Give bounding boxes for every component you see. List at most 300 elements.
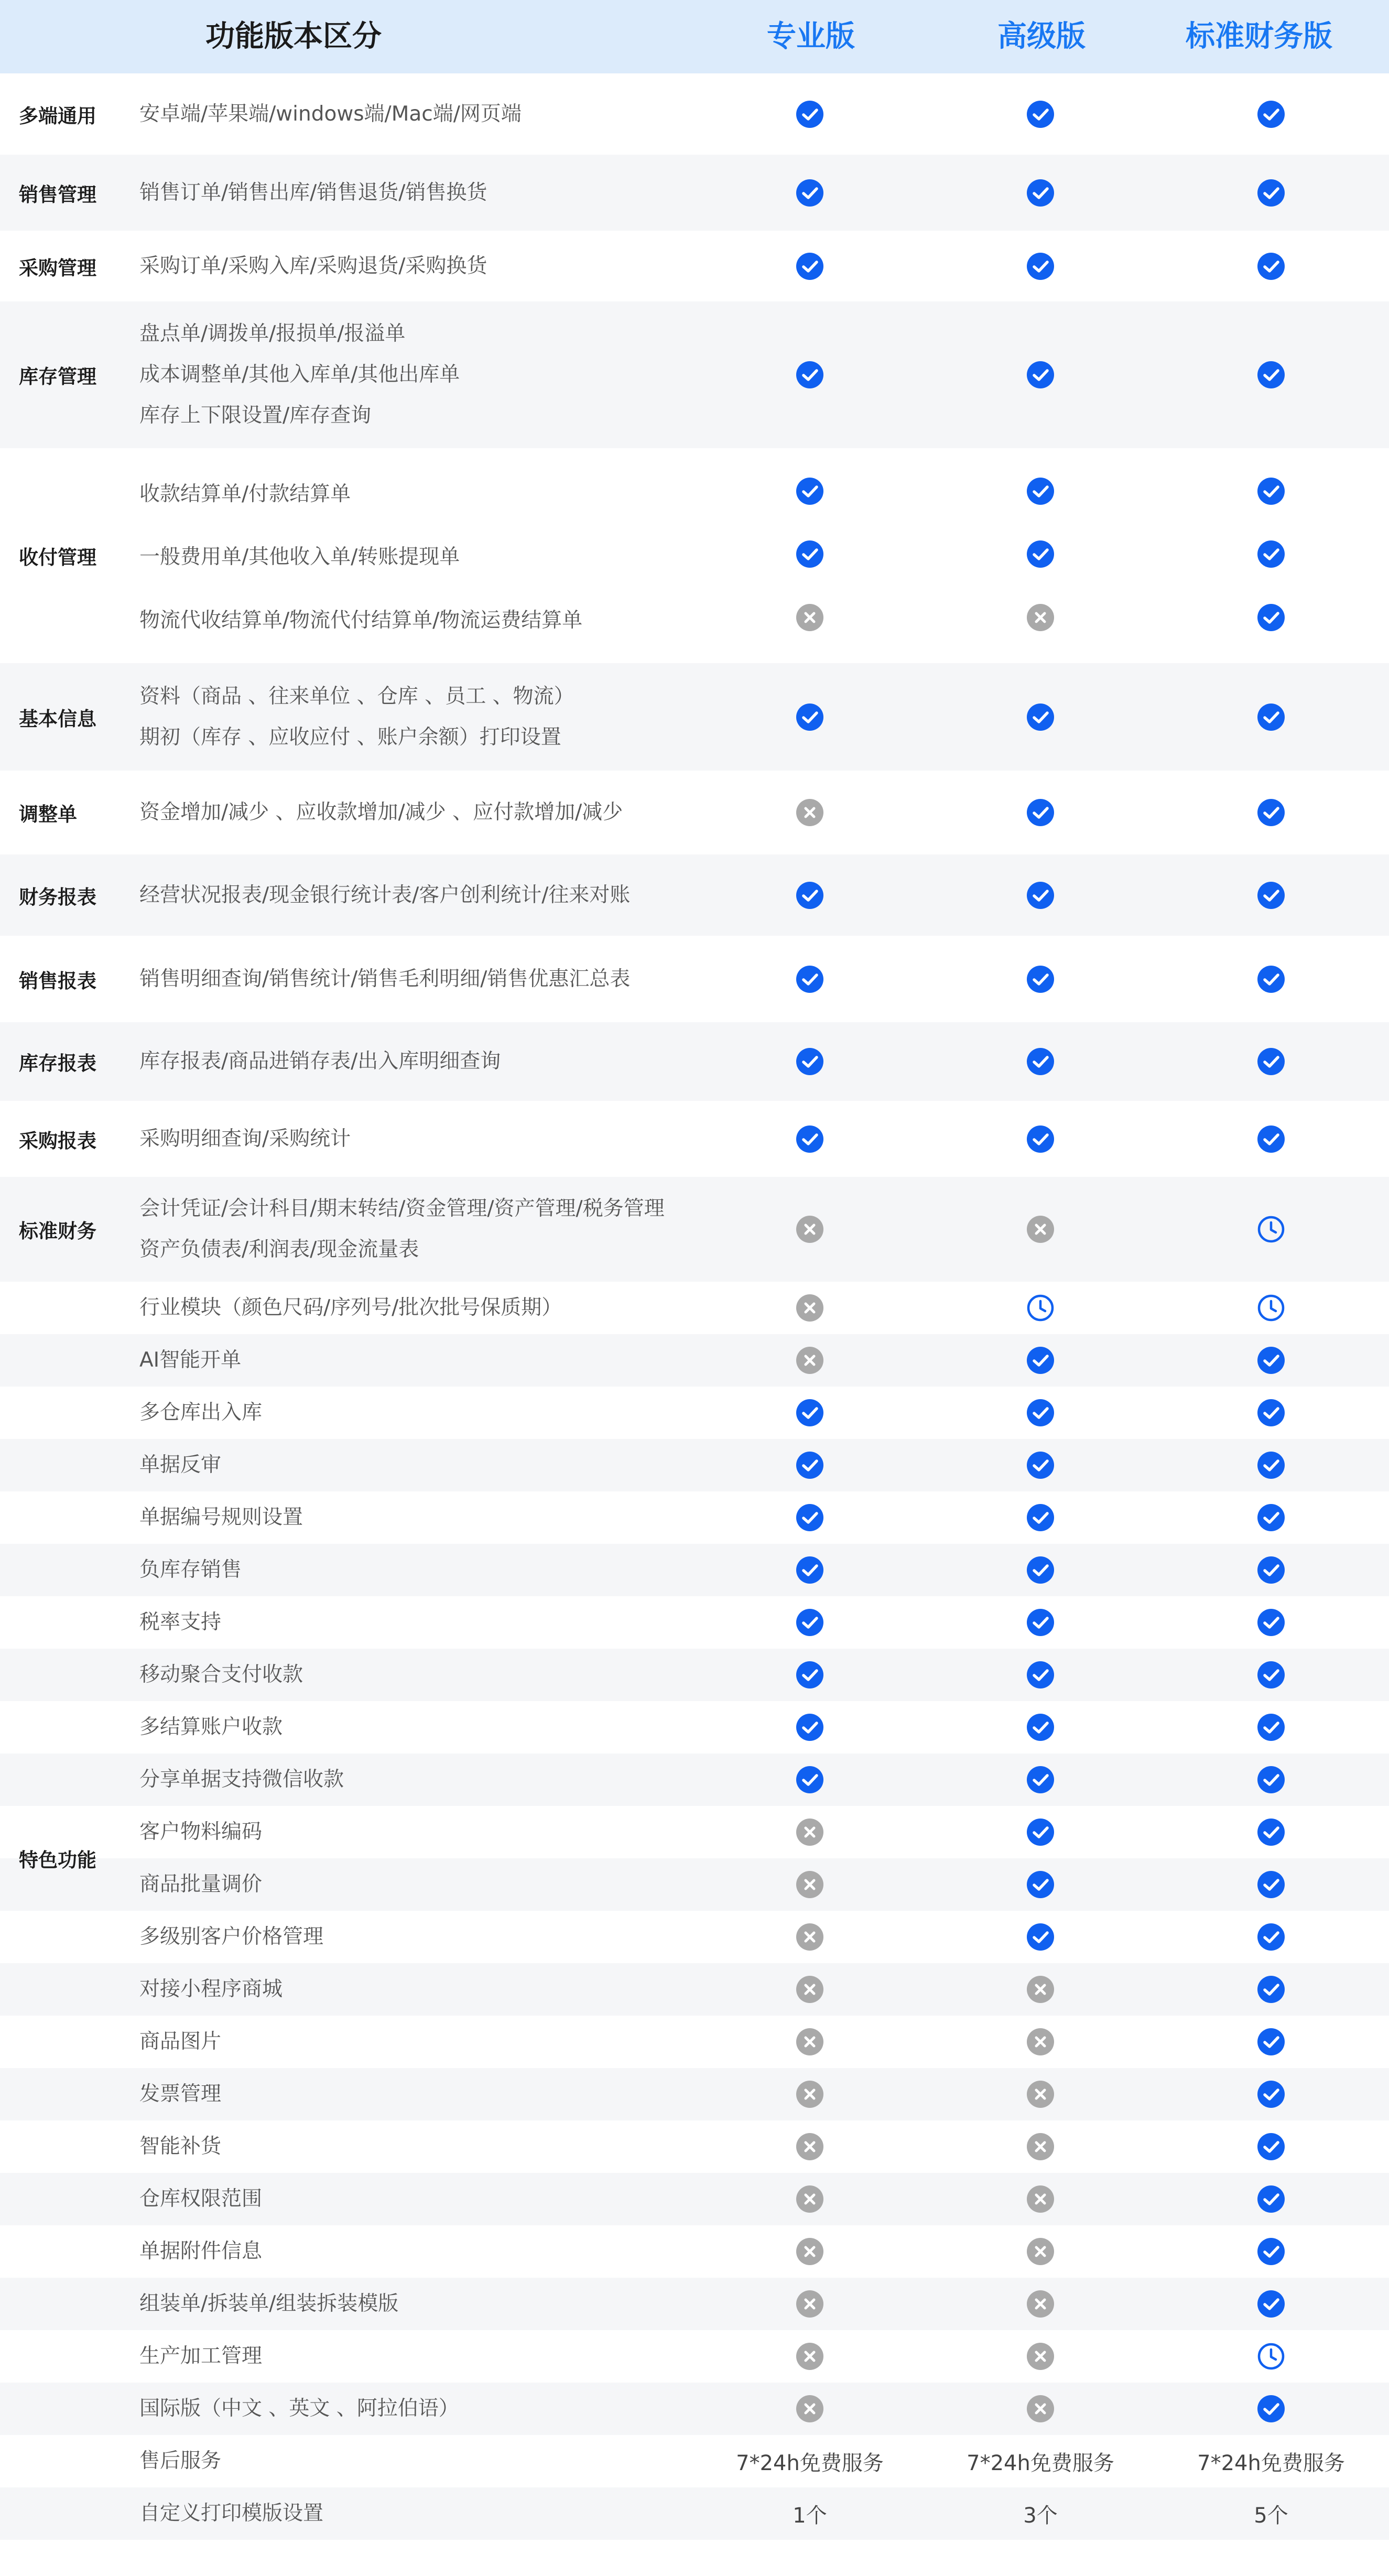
check-circle-icon — [796, 1713, 824, 1741]
edition-value: 7*24h免费服务 — [1197, 2451, 1345, 2475]
feature-description — [139, 231, 716, 301]
cross-circle-icon — [1026, 1975, 1055, 2004]
edition-cell — [988, 771, 1093, 854]
feature-label: 税率支持 — [139, 1610, 222, 1634]
feature-row — [0, 1101, 1389, 1177]
check-circle-icon — [796, 1608, 824, 1637]
cross-circle-icon — [796, 2185, 824, 2213]
special-feature-row — [0, 2278, 1389, 2330]
check-circle-icon — [1026, 252, 1055, 280]
edition-cell — [988, 1544, 1093, 1596]
category-label: 调整单 — [19, 803, 77, 826]
edition-cell — [1219, 2278, 1323, 2330]
feature-label: 多仓库出入库 — [139, 1401, 263, 1424]
feature-row — [0, 73, 1389, 155]
feature-line: 库存报表/商品进销存表/出入库明细查询 — [139, 1049, 501, 1073]
edition-cell — [757, 1101, 862, 1177]
edition-cell — [757, 2383, 862, 2435]
check-circle-icon — [1257, 1346, 1285, 1374]
feature-label: 单据附件信息 — [139, 2239, 263, 2263]
edition-cell — [988, 1439, 1093, 1491]
after-sales-row — [0, 2435, 1389, 2487]
special-feature-row — [0, 2068, 1389, 2120]
feature-row — [0, 1177, 1389, 1282]
check-circle-icon — [1026, 1556, 1055, 1584]
category-label: 库存报表 — [19, 1052, 96, 1075]
edition-cell — [1219, 1596, 1323, 1649]
feature-label: 售后服务 — [139, 2449, 222, 2473]
feature-label: 客户物料编码 — [139, 1820, 263, 1844]
feature-line: 资金增加/减少 、应收款增加/减少 、应付款增加/减少 — [139, 800, 623, 824]
feature-description — [139, 936, 716, 1022]
check-circle-icon — [1026, 1125, 1055, 1153]
check-circle-icon — [1257, 100, 1285, 128]
feature-line: 采购订单/采购入库/采购退货/采购换货 — [139, 254, 487, 278]
edition-cell — [1219, 231, 1323, 301]
check-circle-icon — [796, 1661, 824, 1689]
check-circle-icon — [796, 100, 824, 128]
category-label: 销售管理 — [19, 183, 96, 206]
check-circle-icon — [1026, 100, 1055, 128]
check-circle-icon — [796, 1556, 824, 1584]
edition-cell — [1219, 2120, 1323, 2173]
edition-cell — [1219, 1544, 1323, 1596]
special-feature-row — [0, 2330, 1389, 2383]
check-circle-icon — [1257, 1818, 1285, 1846]
cross-circle-icon — [1026, 2185, 1055, 2213]
check-circle-icon — [1026, 1346, 1055, 1374]
feature-label: 物流代收结算单/物流代付结算单/物流运费结算单 — [139, 609, 583, 632]
edition-cell — [757, 1177, 862, 1282]
check-circle-icon — [796, 252, 824, 280]
edition-value: 5个 — [1254, 2503, 1288, 2528]
edition-value: 1个 — [793, 2503, 827, 2528]
edition-cell — [757, 1858, 862, 1911]
category-label: 采购报表 — [19, 1129, 96, 1152]
edition-cell — [1219, 1101, 1323, 1177]
edition-cell — [757, 1911, 862, 1963]
feature-label: 对接小程序商城 — [139, 1977, 283, 2001]
edition-cell — [757, 73, 862, 155]
feature-line: 销售订单/销售出库/销售退货/销售换货 — [139, 180, 487, 204]
check-circle-icon — [1257, 1399, 1285, 1427]
special-feature-row — [0, 2120, 1389, 2173]
feature-line: 库存上下限设置/库存查询 — [139, 404, 372, 427]
edition-cell — [757, 231, 862, 301]
edition-header-finance: 标准财务版 — [1186, 19, 1332, 53]
special-feature-row — [0, 1911, 1389, 1963]
check-circle-icon — [796, 179, 824, 207]
check-circle-icon — [1026, 1503, 1055, 1532]
edition-cell — [757, 1491, 862, 1544]
check-circle-icon — [1026, 1870, 1055, 1899]
cross-circle-icon — [1026, 2080, 1055, 2108]
edition-cell — [988, 1963, 1093, 2016]
edition-cell — [1219, 301, 1323, 448]
edition-cell — [988, 1101, 1093, 1177]
edition-cell — [988, 73, 1093, 155]
check-circle-icon — [796, 1399, 824, 1427]
feature-label: 商品图片 — [139, 2030, 222, 2053]
feature-row — [0, 663, 1389, 771]
edition-cell — [988, 1387, 1093, 1439]
check-circle-icon — [796, 1047, 824, 1076]
category-label: 库存管理 — [19, 365, 96, 388]
feature-line: 销售明细查询/销售统计/销售毛利明细/销售优惠汇总表 — [139, 967, 631, 991]
edition-cell — [988, 1282, 1093, 1334]
edition-cell — [1219, 73, 1323, 155]
cross-circle-icon — [1026, 603, 1055, 632]
feature-line: 安卓端/苹果端/windows端/Mac端/网页端 — [139, 102, 522, 126]
edition-cell — [988, 1177, 1093, 1282]
feature-line: 期初（库存 、应收应付 、账户余额）打印设置 — [139, 725, 561, 749]
cross-circle-icon — [796, 2290, 824, 2318]
edition-cell — [757, 1282, 862, 1334]
table-header — [0, 0, 1389, 73]
edition-cell — [1219, 1649, 1323, 1701]
feature-label: 单据反审 — [139, 1453, 222, 1477]
feature-label: 负库存销售 — [139, 1558, 242, 1582]
special-feature-row — [0, 1754, 1389, 1806]
cross-circle-icon — [796, 1870, 824, 1899]
edition-cell — [988, 301, 1093, 448]
feature-label: 多级别客户价格管理 — [139, 1925, 324, 1949]
edition-cell — [1219, 2016, 1323, 2068]
clock-icon — [1257, 1294, 1285, 1322]
edition-cell — [1219, 771, 1323, 854]
edition-cell — [988, 1022, 1093, 1101]
feature-row — [0, 854, 1389, 936]
edition-cell — [988, 2225, 1093, 2278]
special-feature-row — [0, 1963, 1389, 2016]
check-circle-icon — [1257, 1608, 1285, 1637]
check-circle-icon — [1257, 1503, 1285, 1532]
edition-cell — [988, 1334, 1093, 1387]
edition-cell — [757, 1963, 862, 2016]
edition-cell — [757, 771, 862, 854]
check-circle-icon — [1257, 603, 1285, 632]
feature-label: 单据编号规则设置 — [139, 1506, 303, 1529]
cross-circle-icon — [1026, 2237, 1055, 2266]
cross-circle-icon — [796, 2237, 824, 2266]
check-circle-icon — [1257, 1047, 1285, 1076]
check-circle-icon — [1257, 2028, 1285, 2056]
edition-cell — [757, 2225, 862, 2278]
feature-line: 盘点单/调拨单/报损单/报溢单 — [139, 322, 406, 345]
edition-cell — [757, 1596, 862, 1649]
check-circle-icon — [1026, 1451, 1055, 1479]
feature-row — [0, 771, 1389, 854]
check-circle-icon — [1257, 2237, 1285, 2266]
feature-label: 收款结算单/付款结算单 — [139, 482, 351, 506]
edition-cell — [757, 1334, 862, 1387]
category-label: 多端通用 — [19, 104, 96, 127]
edition-cell — [1219, 1491, 1323, 1544]
cross-circle-icon — [796, 2080, 824, 2108]
special-feature-row — [0, 1858, 1389, 1911]
cross-circle-icon — [1026, 2395, 1055, 2423]
edition-cell — [1219, 1387, 1323, 1439]
edition-cell — [1219, 1439, 1323, 1491]
edition-cell — [757, 936, 862, 1022]
edition-cell — [1219, 663, 1323, 771]
edition-cell — [757, 2278, 862, 2330]
check-circle-icon — [1026, 965, 1055, 993]
special-feature-row — [0, 1701, 1389, 1754]
feature-line: 采购明细查询/采购统计 — [139, 1127, 351, 1151]
edition-cell — [757, 1022, 862, 1101]
edition-cell — [988, 155, 1093, 231]
edition-cell — [988, 2016, 1093, 2068]
edition-cell — [757, 155, 862, 231]
check-circle-icon — [1257, 2080, 1285, 2108]
feature-label: 国际版（中文 、英文 、阿拉伯语） — [139, 2397, 459, 2420]
check-circle-icon — [1026, 798, 1055, 827]
feature-description — [139, 1022, 716, 1101]
feature-line: 资产负债表/利润表/现金流量表 — [139, 1238, 419, 1261]
category-label-special: 特色功能 — [19, 1849, 96, 1871]
cross-circle-icon — [796, 603, 824, 632]
edition-cell — [1219, 1806, 1323, 1858]
feature-row — [0, 936, 1389, 1022]
check-circle-icon — [1026, 1713, 1055, 1741]
feature-description — [139, 301, 716, 448]
special-feature-row — [0, 1334, 1389, 1387]
check-circle-icon — [1026, 1047, 1055, 1076]
check-circle-icon — [1026, 1661, 1055, 1689]
edition-cell — [1219, 1334, 1323, 1387]
check-circle-icon — [1257, 477, 1285, 505]
check-circle-icon — [1257, 179, 1285, 207]
check-circle-icon — [1026, 179, 1055, 207]
check-circle-icon — [1257, 1556, 1285, 1584]
special-feature-row — [0, 2383, 1389, 2435]
feature-label: 分享单据支持微信收款 — [139, 1768, 344, 1791]
feature-label: 自定义打印模版设置 — [139, 2502, 324, 2525]
special-feature-row — [0, 2016, 1389, 2068]
check-circle-icon — [796, 477, 824, 505]
feature-label: 组装单/拆装单/组装拆装模版 — [139, 2292, 399, 2315]
edition-cell — [757, 2068, 862, 2120]
feature-line: 资料（商品 、往来单位 、仓库 、员工 、物流） — [139, 684, 574, 708]
edition-cell — [988, 2383, 1093, 2435]
edition-cell — [988, 1911, 1093, 1963]
edition-cell — [757, 1544, 862, 1596]
cross-circle-icon — [796, 2342, 824, 2371]
cross-circle-icon — [796, 2395, 824, 2423]
feature-description — [139, 663, 716, 771]
edition-cell — [1219, 1701, 1323, 1754]
special-feature-row — [0, 2225, 1389, 2278]
page-title: 功能版本区分 — [205, 19, 382, 53]
check-circle-icon — [796, 1766, 824, 1794]
cross-circle-icon — [796, 798, 824, 827]
edition-cell — [988, 936, 1093, 1022]
check-circle-icon — [796, 965, 824, 993]
special-feature-row — [0, 1649, 1389, 1701]
check-circle-icon — [1257, 2133, 1285, 2161]
feature-line: 成本调整单/其他入库单/其他出库单 — [139, 363, 460, 386]
cross-circle-icon — [796, 2028, 824, 2056]
feature-row — [0, 231, 1389, 301]
clock-icon — [1257, 1215, 1285, 1243]
special-feature-row — [0, 1387, 1389, 1439]
edition-cell — [757, 1754, 862, 1806]
edition-cell — [757, 1387, 862, 1439]
feature-line: 经营状况报表/现金银行统计表/客户创利统计/往来对账 — [139, 883, 631, 907]
check-circle-icon — [1257, 1451, 1285, 1479]
check-circle-icon — [1257, 540, 1285, 568]
edition-cell — [1219, 1282, 1323, 1334]
check-circle-icon — [1257, 2290, 1285, 2318]
check-circle-icon — [796, 540, 824, 568]
special-feature-row — [0, 1544, 1389, 1596]
edition-cell — [988, 1701, 1093, 1754]
check-circle-icon — [1026, 1399, 1055, 1427]
category-label: 收付管理 — [19, 546, 96, 569]
cross-circle-icon — [796, 2133, 824, 2161]
check-circle-icon — [1026, 540, 1055, 568]
check-circle-icon — [1257, 881, 1285, 910]
edition-cell — [988, 1754, 1093, 1806]
special-feature-row — [0, 1282, 1389, 1334]
edition-cell — [757, 1701, 862, 1754]
edition-header-advanced: 高级版 — [997, 19, 1086, 53]
edition-cell — [988, 1596, 1093, 1649]
cross-circle-icon — [796, 1818, 824, 1846]
feature-description — [139, 73, 716, 155]
edition-cell — [1219, 2330, 1323, 2383]
edition-cell — [1219, 1022, 1323, 1101]
cross-circle-icon — [1026, 2028, 1055, 2056]
special-feature-row — [0, 1439, 1389, 1491]
edition-cell — [988, 231, 1093, 301]
edition-header-pro: 专业版 — [767, 19, 855, 53]
check-circle-icon — [1026, 477, 1055, 505]
check-circle-icon — [796, 1451, 824, 1479]
check-circle-icon — [1257, 252, 1285, 280]
edition-cell — [757, 2120, 862, 2173]
edition-cell — [988, 2330, 1093, 2383]
cross-circle-icon — [1026, 2290, 1055, 2318]
edition-cell — [757, 1439, 862, 1491]
edition-cell — [757, 2173, 862, 2225]
check-circle-icon — [1257, 798, 1285, 827]
edition-cell — [1219, 2173, 1323, 2225]
cross-circle-icon — [1026, 2342, 1055, 2371]
check-circle-icon — [796, 1503, 824, 1532]
check-circle-icon — [1257, 1923, 1285, 1951]
edition-cell — [1219, 1911, 1323, 1963]
check-circle-icon — [1257, 1713, 1285, 1741]
check-circle-icon — [796, 703, 824, 731]
special-feature-row — [0, 1806, 1389, 1858]
edition-cell — [1219, 155, 1323, 231]
feature-description — [139, 155, 716, 231]
check-circle-icon — [1026, 1923, 1055, 1951]
check-circle-icon — [1257, 2395, 1285, 2423]
cross-circle-icon — [796, 1346, 824, 1374]
edition-cell — [988, 854, 1093, 936]
edition-cell — [988, 2173, 1093, 2225]
cross-circle-icon — [796, 1923, 824, 1951]
edition-cell — [1219, 1754, 1323, 1806]
check-circle-icon — [1026, 881, 1055, 910]
edition-cell — [1219, 1963, 1323, 2016]
edition-cell — [988, 1858, 1093, 1911]
edition-cell — [1219, 2383, 1323, 2435]
feature-label: AI智能开单 — [139, 1348, 242, 1372]
feature-line: 会计凭证/会计科目/期末转结/资金管理/资产管理/税务管理 — [139, 1197, 665, 1220]
check-circle-icon — [1257, 1870, 1285, 1899]
category-label: 财务报表 — [19, 885, 96, 908]
edition-cell — [1219, 1858, 1323, 1911]
category-label: 销售报表 — [19, 969, 96, 992]
check-circle-icon — [1026, 1818, 1055, 1846]
category-label: 采购管理 — [19, 256, 96, 279]
check-circle-icon — [1257, 703, 1285, 731]
feature-row — [0, 155, 1389, 231]
edition-cell — [1219, 2225, 1323, 2278]
check-circle-icon — [1257, 965, 1285, 993]
check-circle-icon — [1257, 1975, 1285, 2004]
cross-circle-icon — [1026, 1215, 1055, 1243]
feature-row-payment — [0, 448, 1389, 663]
check-circle-icon — [1026, 361, 1055, 389]
check-circle-icon — [1257, 361, 1285, 389]
edition-cell — [757, 2330, 862, 2383]
check-circle-icon — [1026, 703, 1055, 731]
feature-label: 一般费用单/其他收入单/转账提现单 — [139, 545, 460, 569]
feature-label: 发票管理 — [139, 2082, 222, 2106]
feature-label: 多结算账户收款 — [139, 1715, 283, 1739]
feature-description — [139, 771, 716, 854]
check-circle-icon — [796, 361, 824, 389]
edition-value: 7*24h免费服务 — [967, 2451, 1114, 2475]
special-feature-row — [0, 1491, 1389, 1544]
category-label: 基本信息 — [19, 707, 96, 730]
feature-description — [139, 1177, 716, 1282]
edition-cell — [988, 2068, 1093, 2120]
check-circle-icon — [1026, 1766, 1055, 1794]
feature-label: 仓库权限范围 — [139, 2187, 263, 2211]
edition-value: 7*24h免费服务 — [736, 2451, 884, 2475]
feature-label: 移动聚合支付收款 — [139, 1663, 303, 1686]
clock-icon — [1257, 2342, 1285, 2371]
feature-description — [139, 854, 716, 936]
feature-row — [0, 301, 1389, 448]
cross-circle-icon — [796, 1215, 824, 1243]
edition-cell — [757, 301, 862, 448]
edition-value: 3个 — [1023, 2503, 1058, 2528]
check-circle-icon — [796, 1125, 824, 1153]
edition-cell — [1219, 936, 1323, 1022]
feature-label: 行业模块（颜色尺码/序列号/批次批号保质期） — [139, 1296, 562, 1319]
edition-cell — [757, 854, 862, 936]
edition-cell — [757, 663, 862, 771]
feature-label: 生产加工管理 — [139, 2344, 263, 2368]
edition-cell — [988, 1649, 1093, 1701]
feature-label: 智能补货 — [139, 2135, 222, 2158]
check-circle-icon — [1257, 1766, 1285, 1794]
edition-cell — [757, 1649, 862, 1701]
edition-cell — [1219, 2068, 1323, 2120]
clock-icon — [1026, 1294, 1055, 1322]
category-label: 标准财务 — [19, 1220, 96, 1242]
edition-cell — [988, 1491, 1093, 1544]
feature-label: 商品批量调价 — [139, 1873, 263, 1896]
special-feature-row — [0, 2173, 1389, 2225]
